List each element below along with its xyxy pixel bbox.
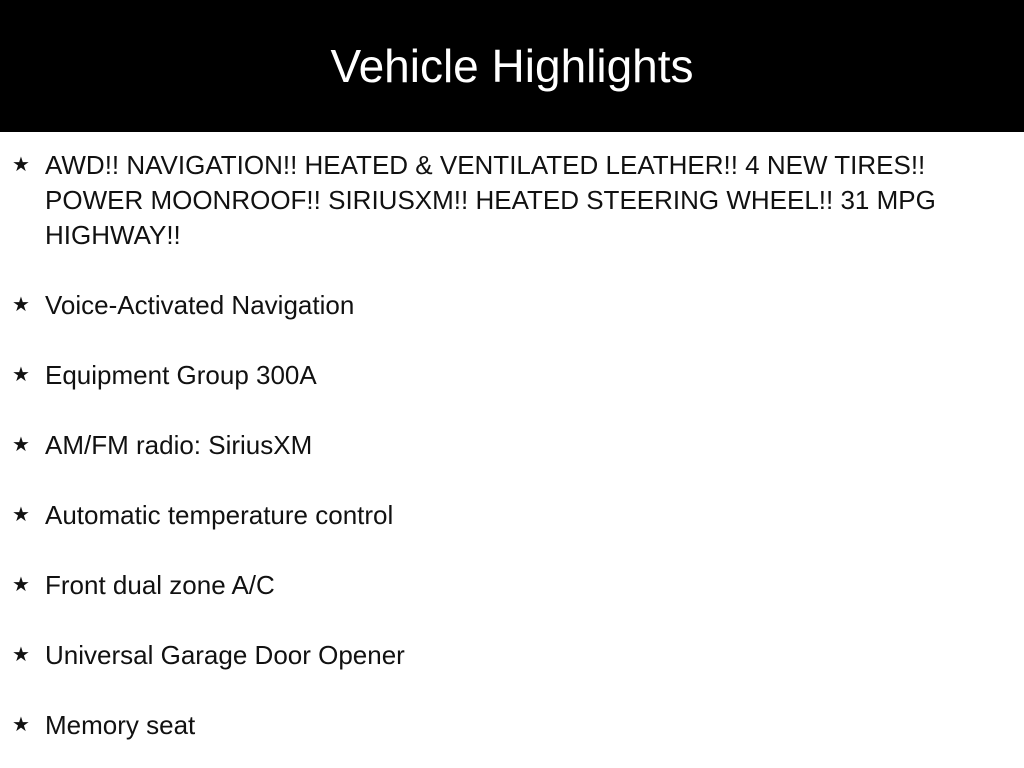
list-item-text: Front dual zone A/C — [45, 570, 275, 600]
header-bar — [0, 0, 1024, 132]
star-icon: ★ — [12, 714, 30, 736]
star-icon: ★ — [12, 574, 30, 596]
star-icon: ★ — [12, 504, 30, 526]
list-item-text: Voice-Activated Navigation — [45, 290, 355, 320]
list-item — [0, 708, 1024, 743]
star-icon: ★ — [12, 644, 30, 666]
star-icon: ★ — [12, 294, 30, 316]
list-item-text: AWD!! NAVIGATION!! HEATED & VENTILATED LEATHER!! 4 NEW TIRES!! POWER MOONROOF!! SIRIUSXM!! HEATED STEERING WHEEL!! 31 MPG HIGHWAY!! — [45, 150, 936, 250]
page-title: Vehicle Highlights — [330, 40, 694, 92]
list-item — [0, 358, 1024, 393]
star-icon: ★ — [12, 154, 30, 176]
list-item-text: Memory seat — [45, 710, 196, 740]
list-item-text: Automatic temperature control — [45, 500, 394, 530]
list-item — [0, 428, 1024, 463]
list-item — [0, 288, 1024, 323]
star-icon: ★ — [12, 434, 30, 456]
list-item — [0, 568, 1024, 603]
list-item-text: AM/FM radio: SiriusXM — [45, 430, 313, 460]
list-item-text: Equipment Group 300A — [45, 360, 317, 390]
list-item — [0, 498, 1024, 533]
list-item-text: Universal Garage Door Opener — [45, 640, 405, 670]
star-icon: ★ — [12, 364, 30, 386]
list-item — [0, 638, 1024, 673]
list-item — [0, 148, 1024, 253]
